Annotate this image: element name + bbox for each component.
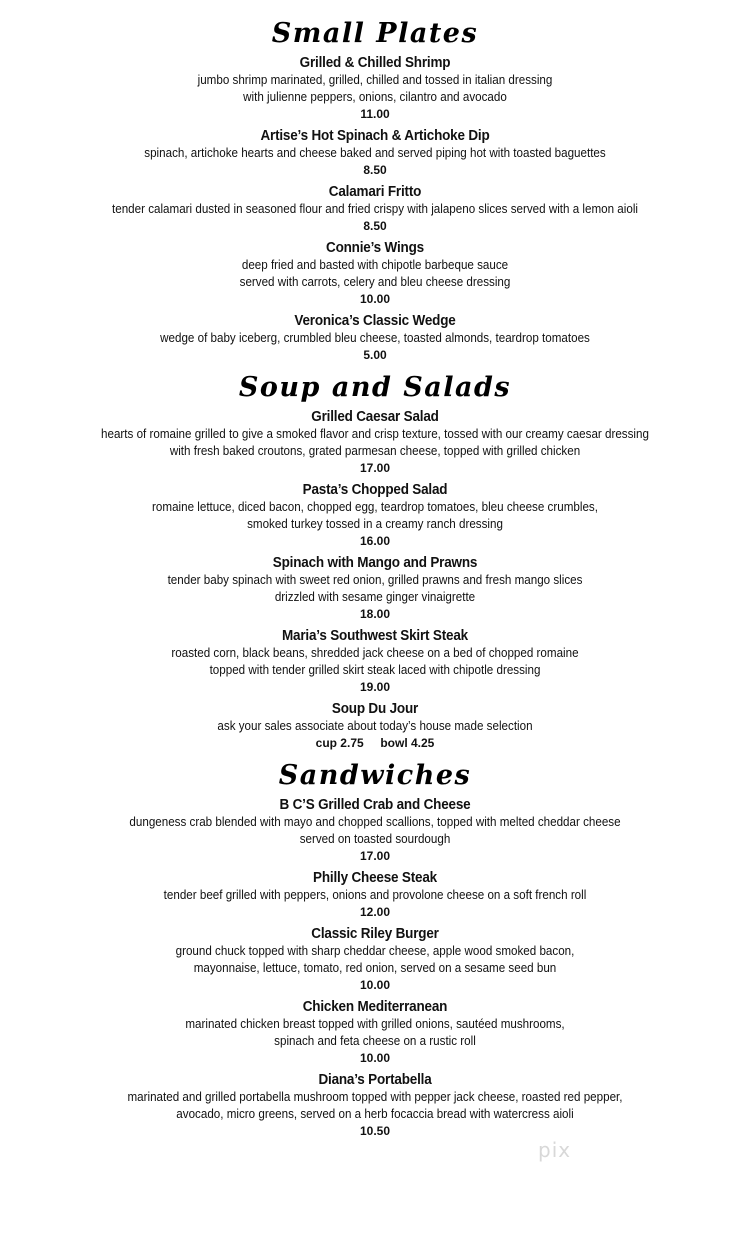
item-description: smoked turkey tossed in a creamy ranch dressing [247,517,503,531]
item-name: Chicken Mediterranean [302,999,448,1015]
item-price: 16.00 [359,534,391,548]
item-description: ground chuck topped with sharp cheddar cheese, apple wood smoked bacon, [175,944,575,958]
item-price: 10.00 [359,292,391,306]
item-description: marinated chicken breast topped with grilled onions, sautéed mushrooms, [185,1017,565,1031]
item-description: roasted corn, black beans, shredded jack cheese on a bed of chopped romaine [171,646,579,660]
item-price: 18.00 [359,607,391,621]
item-description: topped with tender grilled skirt steak laced with chipotle dressing [209,663,541,677]
item-description: drizzled with sesame ginger vinaigrette [274,590,476,604]
item-price: 17.00 [359,461,391,475]
item-description: served with carrots, celery and bleu cheese dressing [239,275,511,289]
item-description: mayonnaise, lettuce, tomato, red onion, served on a sesame seed bun [193,961,557,975]
item-description: dungeness crab blended with mayo and chopped scallions, topped with melted cheddar cheese [129,815,621,829]
item-price: 10.00 [359,1051,391,1065]
item-description: tender calamari dusted in seasoned flour and fried crispy with jalapeno slices served with a lemon aioli [111,202,638,216]
menu-item [0,925,750,993]
item-price: cup 2.75 bowl 4.25 [315,736,435,750]
item-description: spinach and feta cheese on a rustic roll [274,1034,476,1048]
item-description: hearts of romaine grilled to give a smoked flavor and crisp texture, tossed with our creamy caesar dressing [101,427,649,441]
item-price: 12.00 [359,905,391,919]
menu-item [0,481,750,549]
item-name: Spinach with Mango and Prawns [272,555,478,571]
menu-item [0,869,750,920]
item-name: Grilled Caesar Salad [311,409,439,425]
item-price: 10.50 [359,1124,391,1138]
item-description: romaine lettuce, diced bacon, chopped egg, teardrop tomatoes, bleu cheese crumbles, [152,500,598,514]
menu-item [0,408,750,476]
item-description: spinach, artichoke hearts and cheese baked and served piping hot with toasted baguettes [144,146,606,160]
item-name: Veronica’s Classic Wedge [294,313,456,329]
item-description: tender baby spinach with sweet red onion, grilled prawns and fresh mango slices [167,573,583,587]
item-description: deep fried and basted with chipotle barbeque sauce [241,258,509,272]
item-description: ask your sales associate about today’s house made selection [217,719,533,733]
item-price: 10.00 [359,978,391,992]
item-description: served on toasted sourdough [299,832,451,846]
watermark: pix [538,1138,572,1162]
item-description: with fresh baked croutons, grated parmesan cheese, topped with grilled chicken [169,444,581,458]
item-price: 8.50 [363,163,387,177]
menu-item [0,239,750,307]
item-name: Philly Cheese Steak [313,870,437,886]
item-name: Artise’s Hot Spinach & Artichoke Dip [260,128,490,144]
item-price: 19.00 [359,680,391,694]
item-name: Connie’s Wings [326,240,424,256]
menu-section [0,14,750,363]
item-description: avocado, micro greens, served on a herb focaccia bread with watercress aioli [176,1107,574,1121]
item-name: Soup Du Jour [331,701,419,717]
item-price: 8.50 [363,219,387,233]
menu-item [0,627,750,695]
menu-item [0,1071,750,1139]
menu-item [0,998,750,1066]
item-description: with julienne peppers, onions, cilantro and avocado [243,90,507,104]
item-name: Pasta’s Chopped Salad [302,482,448,498]
section-title: Soup and Salads [238,372,512,403]
item-name: Calamari Fritto [328,184,422,200]
menu-item [0,796,750,864]
menu-item [0,183,750,234]
item-description: wedge of baby iceberg, crumbled bleu cheese, toasted almonds, teardrop tomatoes [160,331,590,345]
section-title: Sandwiches [278,760,472,791]
item-description: jumbo shrimp marinated, grilled, chilled and tossed in italian dressing [197,73,553,87]
section-title: Small Plates [271,18,479,49]
item-price: 11.00 [360,107,390,121]
menu-page [0,14,750,1144]
menu-item [0,554,750,622]
menu-item [0,54,750,122]
menu-item [0,312,750,363]
menu-section [0,756,750,1139]
item-name: Classic Riley Burger [311,926,439,942]
item-description: tender beef grilled with peppers, onions and provolone cheese on a soft french roll [163,888,587,902]
item-name: Grilled & Chilled Shrimp [299,55,451,71]
menu-item [0,700,750,751]
menu-section [0,368,750,751]
item-name: B C’S Grilled Crab and Cheese [279,797,471,813]
item-description: marinated and grilled portabella mushroom topped with pepper jack cheese, roasted red pepper, [127,1090,623,1104]
item-price: 5.00 [363,348,387,362]
item-price: 17.00 [359,849,391,863]
item-name: Maria’s Southwest Skirt Steak [282,628,468,644]
item-name: Diana’s Portabella [318,1072,432,1088]
menu-item [0,127,750,178]
